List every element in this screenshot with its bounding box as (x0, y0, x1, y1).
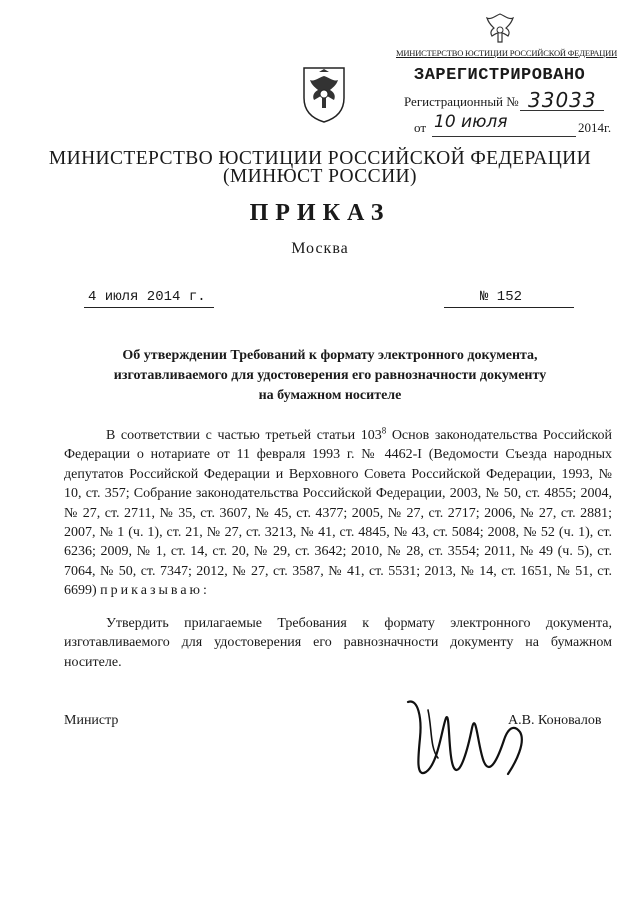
order-date: 4 июля 2014 г. (88, 289, 206, 305)
stamp-date: 10 июля (434, 112, 508, 132)
stamp-emblem-icon (480, 8, 520, 46)
document-title (80, 346, 580, 406)
document-type: ПРИКАЗ (249, 200, 391, 226)
date-underline (84, 307, 214, 308)
stamp-regnum: 33033 (528, 88, 597, 112)
preamble-paragraph (64, 426, 612, 601)
handwritten-signature (398, 688, 538, 798)
resolution-paragraph: Утвердить прилагаемые Требования к формату электронного документа, изготавливаемого для удостоверения его равнозначности документу на бумажном носителе. (64, 616, 612, 670)
stamp-from: от (414, 120, 427, 135)
title-line-3: на бумажном носителе (258, 388, 402, 403)
ministry-name: МИНИСТЕРСТВО ЮСТИЦИИ РОССИЙСКОЙ ФЕДЕРАЦИИ (48, 148, 592, 169)
emblem-icon (300, 64, 348, 124)
ministry-short-name: (МИНЮСТ РОССИИ) (223, 166, 417, 187)
signatory-name: А.В. Коновалов (508, 713, 602, 728)
city: Москва (291, 240, 349, 257)
title-line-2: изготавливаемого для удостоверения его равнозначности документу (113, 368, 547, 383)
title-line-1: Об утверждении Требований к формату электронного документа, (122, 348, 538, 363)
order-verb: приказываю: (100, 583, 210, 599)
registration-stamp (392, 8, 618, 140)
stamp-year-suffix: 2014г. (578, 120, 612, 135)
number-underline (444, 307, 574, 308)
stamp-ministry: МИНИСТЕРСТВО ЮСТИЦИИ РОССИЙСКОЙ ФЕДЕРАЦИИ (396, 48, 618, 58)
preamble-rest: Основ законодательства Российской Федерации о нотариате от 11 февраля 1993 г. № 4462-I (Ведомости Съезда народных депутатов Российской Федерации и Верховного Совета Российской Федерации, 1993, № 10, ст. 357; Собрание законодательства Российской Федерации, 2003, № 50, ст. 4855; 2004, № 27, ст. 2711, № 35, ст. 3607, № 45, ст. 4377; 2005, № 27, ст. 2717; 2006, № 27, ст. 2881; 2007, № 1 (ч. 1), ст. 21, № 27, ст. 3213, № 41, ст. 4845, № 43, ст. 5084; 2008, № 52 (ч. 1), ст. 6236; 2009, № 1, ст. 14, ст. 20, № 29, ст. 3642; 2010, № 28, ст. 3554; 2011, № 49 (ч. 5), ст. 7064, № 50, ст. 7347; 2012, № 27, ст. 3587, № 41, ст. 5531; 2013, № 14, ст. 1651, № 51, ст. 6699) (64, 428, 612, 599)
order-number: № 152 (480, 289, 523, 305)
signatory-position: Министр (64, 713, 119, 728)
stamp-registered: ЗАРЕГИСТРИРОВАНО (414, 66, 586, 85)
article-superscript: 8 (381, 425, 387, 436)
preamble-start: В соответствии с частью третьей статьи 103 (106, 428, 382, 443)
stamp-regnum-label: Регистрационный № (404, 94, 519, 109)
